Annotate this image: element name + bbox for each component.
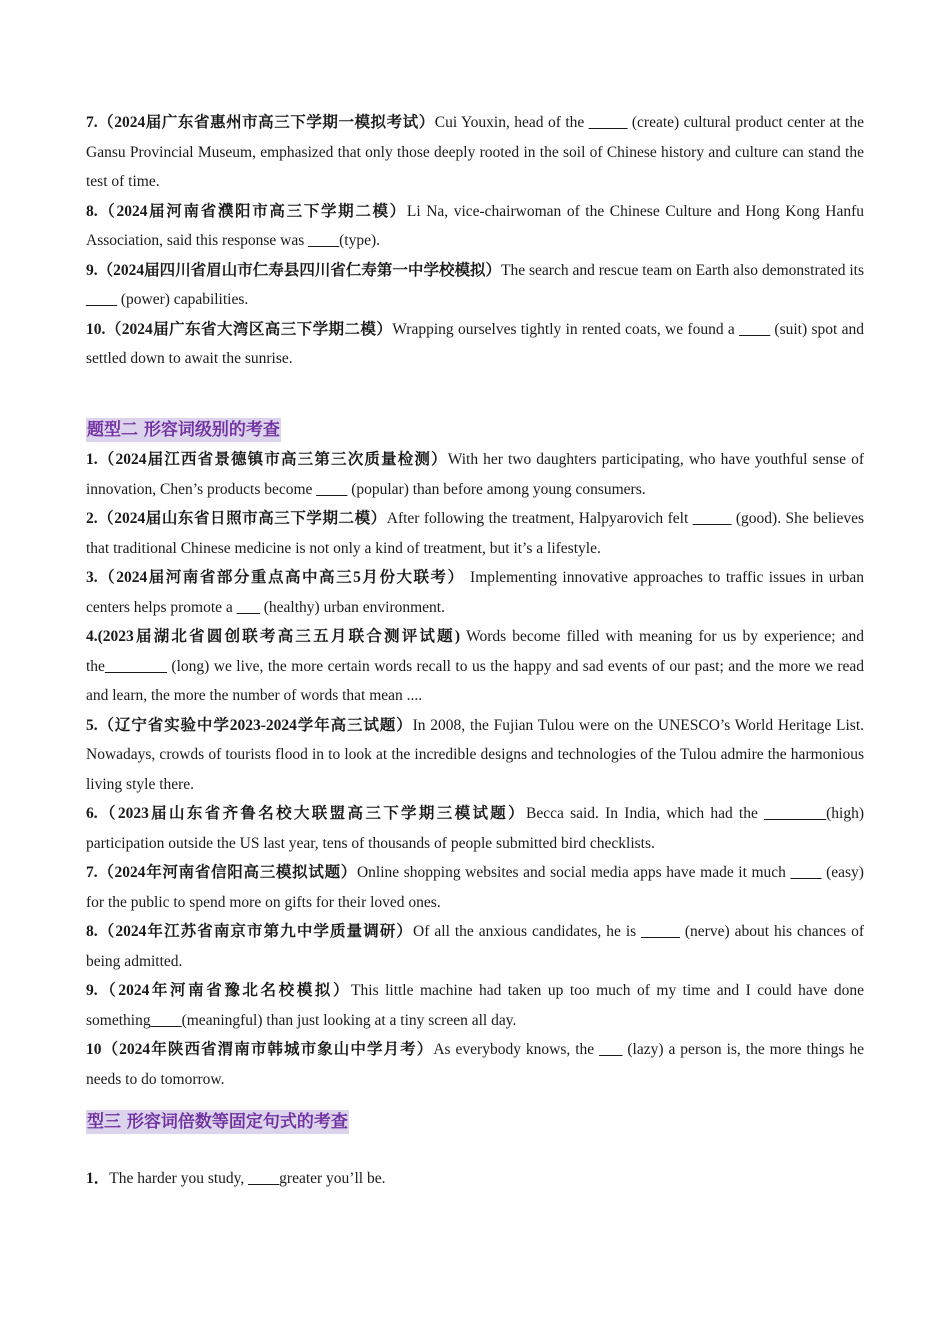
question-text: After following the treatment, Halpyarovich felt	[386, 510, 693, 527]
document-page	[86, 108, 864, 1193]
question-number: 10	[86, 1041, 102, 1058]
question-source: （辽宁省实验中学2023-2024学年高三试题）	[97, 716, 413, 734]
question-number: 6.	[86, 805, 98, 822]
question-item	[86, 622, 864, 711]
question-text-after: (popular) than before among young consumers.	[347, 480, 646, 498]
question-number: 10.	[86, 320, 106, 338]
question-item	[86, 108, 864, 197]
section2-list	[86, 445, 864, 1094]
question-source: (2023届湖北省圆创联考高三五月联合测评试题)	[97, 628, 461, 645]
question-number: 7.	[86, 114, 98, 131]
question-source: （2024届江西省景德镇市高三第三次质量检测）	[97, 451, 448, 468]
question-item	[86, 504, 864, 563]
question-item	[86, 256, 864, 315]
question-text-after: (create) cultural product center at the Gansu Provincial Museum, emphasized that only those deeply rooted in the soil of Chinese history and culture can stand the test of time.	[86, 114, 864, 190]
answer-blank[interactable]: ________	[764, 805, 827, 822]
question-item	[86, 976, 864, 1035]
answer-blank[interactable]: ____	[739, 320, 771, 338]
question-source: （2024届河南省部分重点高中高三5月份大联考）	[97, 569, 465, 586]
question-text-after: (power) capabilities.	[117, 291, 249, 308]
question-item	[86, 858, 864, 917]
question-number: 8.	[86, 923, 98, 940]
question-item	[86, 1035, 864, 1094]
question-text-after: (lazy) a person is, the more things he needs to do tomorrow.	[86, 1041, 864, 1088]
question-source: （2024年江苏省南京市第九中学质量调研）	[97, 923, 414, 940]
question-text-after: (suit) spot and settled down to await the sunrise.	[86, 320, 864, 367]
answer-blank[interactable]: ____	[248, 1169, 280, 1187]
question-number: 2.	[86, 510, 98, 527]
question-text-after: (meaningful) than just looking at a tiny screen all day.	[181, 1011, 517, 1029]
section3-heading: 型三 形容词倍数等固定句式的考查	[87, 1112, 348, 1132]
question-number: 4.	[86, 628, 98, 645]
question-text: Becca said. In India, which had the	[526, 805, 765, 822]
question-text: In 2008, the Fujian Tulou were on the UNESCO’s World Heritage List. Nowadays, crowds of tourists flood in to look at the incredible designs and technologies of the Tulou admire the harmonious living style there.	[86, 716, 864, 793]
question-number: 7.	[86, 864, 98, 881]
answer-blank[interactable]: ___	[599, 1041, 623, 1058]
answer-blank[interactable]: _____	[641, 923, 680, 940]
question-text-after: (high) participation outside the US last year, tens of thousands of people submitted bird checklists.	[86, 805, 864, 852]
question-text: As everybody knows, the	[433, 1041, 600, 1058]
question-text: Cui Youxin, head of the	[434, 114, 589, 131]
section2-heading: 题型二 形容词级别的考查	[87, 419, 280, 440]
answer-blank[interactable]: ____	[308, 232, 340, 249]
question-text-after: (nerve) about his chances of being admitted.	[86, 923, 864, 970]
question-text: With her two daughters participating, who have youthful sense of innovation, Chen’s products become	[86, 451, 864, 498]
question-source: （2024届四川省眉山市仁寿县四川省仁寿第一中学校模拟）	[97, 261, 502, 279]
question-item	[86, 315, 864, 374]
question-item	[86, 799, 864, 858]
answer-blank[interactable]: ____	[86, 291, 117, 308]
question-text: Online shopping websites and social media apps have made it much	[356, 864, 791, 881]
answer-blank[interactable]: _____	[588, 114, 628, 131]
answer-blank[interactable]: ____	[316, 480, 348, 498]
question-source: （2024年陕西省渭南市韩城市象山中学月考）	[101, 1041, 434, 1058]
question-text: Implementing innovative approaches to traffic issues in urban centers helps promote a	[86, 569, 864, 616]
question-number: 3.	[86, 569, 98, 586]
question-item	[86, 197, 864, 256]
question-number: 9.	[86, 261, 98, 279]
answer-blank[interactable]: ____	[150, 1011, 182, 1029]
question-item	[86, 711, 864, 800]
question-number: 8.	[86, 202, 98, 220]
answer-blank[interactable]: ________	[104, 657, 167, 675]
question-number: 9.	[86, 982, 98, 999]
question-text-after: greater you’ll be.	[279, 1169, 386, 1187]
question-text-after: (healthy) urban environment.	[259, 598, 445, 616]
question-source: （2024届河南省濮阳市高三下学期二模）	[97, 202, 407, 220]
question-source: （2024年河南省信阳高三模拟试题）	[97, 864, 357, 881]
question-item	[86, 1164, 864, 1194]
answer-blank[interactable]: ___	[236, 598, 260, 616]
question-source: （2024届广东省惠州市高三下学期一模拟考试）	[97, 114, 435, 131]
question-source: （2024年河南省豫北名校模拟）	[97, 982, 352, 999]
question-number: 1.	[86, 451, 98, 468]
question-number: 5.	[86, 716, 98, 734]
question-text: The search and rescue team on Earth also demonstrated its	[501, 261, 864, 279]
question-text-after: (good). She believes that traditional Chinese medicine is not only a kind of treatment, but it’s a lifestyle.	[86, 510, 864, 557]
section1-list	[86, 108, 864, 374]
question-text: The harder you study,	[109, 1169, 249, 1187]
question-source: （2023届山东省齐鲁名校大联盟高三下学期三模试题）	[97, 805, 526, 822]
question-text: Of all the anxious candidates, he is	[413, 923, 642, 940]
answer-blank[interactable]: ____	[790, 864, 822, 881]
question-item	[86, 917, 864, 976]
question-text-after: (type).	[339, 232, 381, 249]
question-text: Li Na, vice-chairwoman of the Chinese Culture and Hong Kong Hanfu Association, said this response was	[86, 202, 864, 249]
question-text: Wrapping ourselves tightly in rented coats, we found a	[392, 320, 740, 338]
question-text: This little machine had taken up too much of my time and I could have done something	[86, 982, 864, 1029]
section3-list	[86, 1164, 864, 1194]
question-number: 1．	[86, 1169, 110, 1187]
question-source: （2024届山东省日照市高三下学期二模）	[97, 510, 387, 527]
question-text-after: (long) we live, the more certain words recall to us the happy and sad events of our past; and the more we read and learn, the more the number of words that mean ....	[86, 657, 864, 704]
question-text-after: (easy) for the public to spend more on gifts for their loved ones.	[86, 864, 864, 911]
question-item	[86, 445, 864, 504]
question-text: Words become filled with meaning for us by experience; and the	[86, 628, 864, 675]
question-item	[86, 563, 864, 622]
answer-blank[interactable]: _____	[692, 510, 732, 527]
question-source: （2024届广东省大湾区高三下学期二模）	[105, 320, 393, 338]
